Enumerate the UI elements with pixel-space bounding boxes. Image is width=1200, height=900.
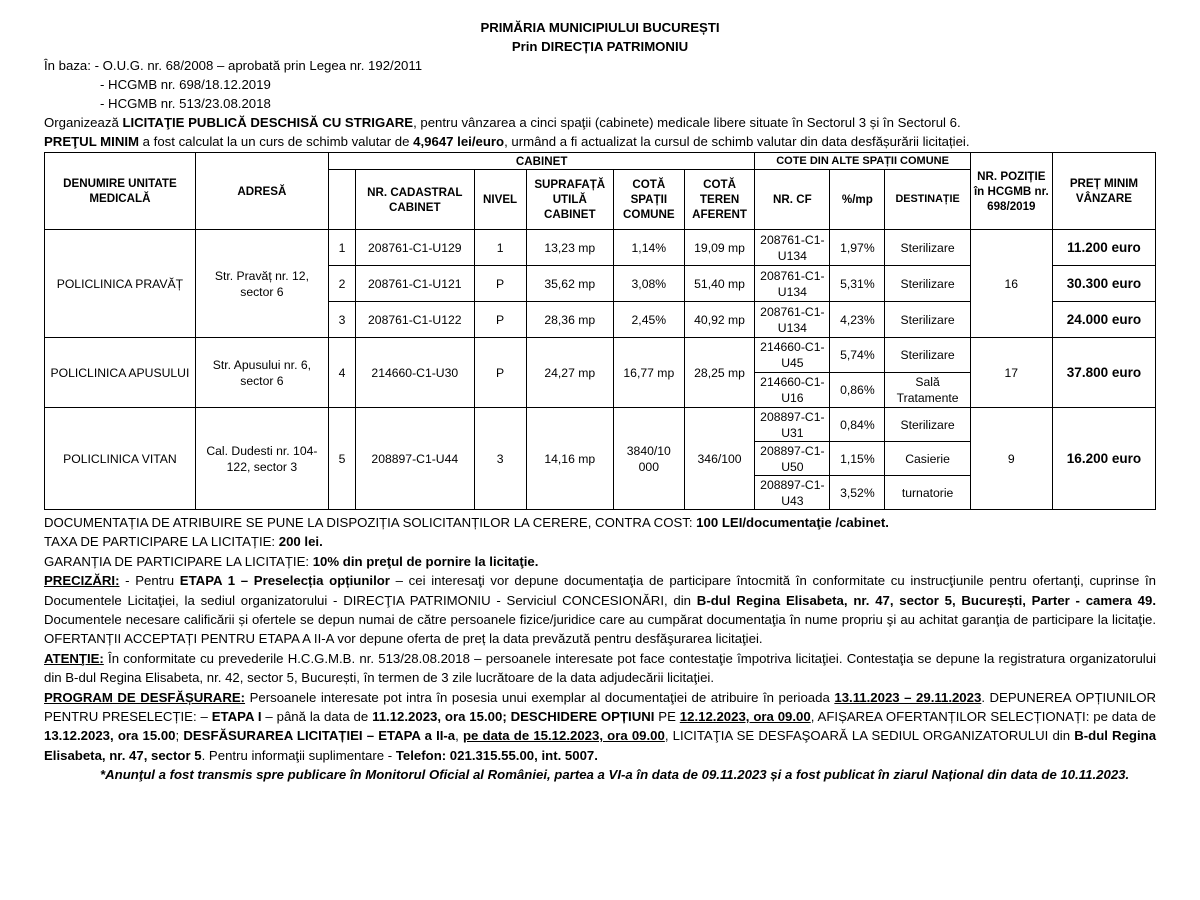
percent: 0,86% <box>830 373 885 408</box>
level: P <box>474 302 526 338</box>
position: 9 <box>970 408 1052 510</box>
prog-10: 13.12.2023, ora 15.00 <box>44 728 176 744</box>
area: 28,36 mp <box>526 302 613 338</box>
level: 3 <box>474 408 526 510</box>
unit-name: POLICLINICA VITAN <box>45 408 196 510</box>
area: 35,62 mp <box>526 266 613 302</box>
tax-pre: TAXA DE PARTICIPARE LA LICITAȚIE: <box>44 534 279 550</box>
percent: 3,52% <box>830 476 885 510</box>
area: 24,27 mp <box>526 338 613 408</box>
prog-13: , <box>455 728 463 744</box>
prog-17: . Pentru informaţii suplimentare - <box>201 747 396 763</box>
prog-4: ETAPA I <box>211 709 262 725</box>
prec-5: Documentele necesare calificării și ofertele se depun numai de către persoanele fizice/juridice care au cumpărat documentaţia în nume propriu şi au achitat garanţia de participare la licitaţie. OFERTANȚII ACCEPTAȚI PENTRU ETAPA A II-A vor depune oferta de preț la data prevăzută pentru desfăşurarea licitaţiei. <box>44 612 1156 647</box>
land-share: 19,09 mp <box>684 230 755 266</box>
percent: 1,97% <box>830 230 885 266</box>
destination: Sterilizare <box>885 230 970 266</box>
footer-text <box>44 513 1156 785</box>
unit-address: Str. Apusului nr. 6, sector 6 <box>195 338 328 408</box>
prog-1: Persoanele interesate pot intra în posesia unui exemplar al documentaţiei de atribuire în perioada <box>245 689 835 705</box>
doc-bold: 100 LEI/documentaţie /cabinet. <box>696 515 889 530</box>
cf: 208761-C1-U134 <box>755 230 830 266</box>
row-no: 4 <box>328 338 355 408</box>
prog-3: . DEPUNEREA OPȚIUNILOR PENTRU PRESELECȚIE: – <box>44 689 1157 725</box>
price-mid: a fost calculat la un curs de schimb valutar de <box>139 134 414 149</box>
price: 37.800 euro <box>1052 338 1155 408</box>
cf: 208897-C1-U50 <box>755 442 830 476</box>
price-bold1: PREŢUL MINIM <box>44 134 139 149</box>
documentation-line <box>44 513 1156 532</box>
precizari-paragraph <box>44 571 1156 649</box>
prog-7: PE <box>654 709 680 725</box>
org-bold: LICITAŢIE PUBLICĂ DESCHISĂ CU STRIGARE <box>122 115 414 130</box>
position: 17 <box>970 338 1052 408</box>
row-no: 1 <box>328 230 355 266</box>
area: 13,23 mp <box>526 230 613 266</box>
price-bold2: 4,9647 lei/euro <box>413 134 505 149</box>
destination: Sterilizare <box>885 266 970 302</box>
price: 16.200 euro <box>1052 408 1155 510</box>
price-line <box>44 132 1156 151</box>
row-no: 3 <box>328 302 355 338</box>
prog-15: , LICITAŢIA SE DESFAŞOARĂ LA SEDIUL ORGANIZATORULUI din <box>664 728 1075 744</box>
guar-pre: GARANȚIA DE PARTICIPARE LA LICITAȚIE: <box>44 553 313 569</box>
header-position: NR. POZIȚIE în HCGMB nr. 698/2019 <box>970 153 1052 230</box>
header-percent: %/mp <box>830 170 885 230</box>
unit-name: POLICLINICA PRAVĂȚ <box>45 230 196 338</box>
header-level: NIVEL <box>474 170 526 230</box>
cf: 208897-C1-U43 <box>755 476 830 510</box>
header-cadastral: NR. CADASTRAL CABINET <box>356 170 475 230</box>
prec-3: – cei interesaţi vor depune documentaţia de participare întocmită în conformitate cu instrucţiunile pentru ofertanţi, cuprinse în Documentele Licitaţiei, la sediul organizatorului - DIRECŢIA PATRIMONIU - Serviciul CONCESIONĂRI, din <box>44 573 1156 608</box>
land-share: 51,40 mp <box>684 266 755 302</box>
position: 16 <box>970 230 1052 338</box>
organizes-line <box>44 113 1156 132</box>
doc-pre: DOCUMENTAȚIA DE ATRIBUIRE SE PUNE LA DISPOZIȚIA SOLICITANȚILOR LA CERERE, CONTRA COST: <box>44 515 697 530</box>
row-no: 5 <box>328 408 355 510</box>
att-text: În conformitate cu prevederile H.C.G.M.B. nr. 513/28.08.2018 – persoanele interesate pot face contestaţie împotriva licitaţiei. Contestaţia se depune la registratura organizatorului din B-dul Regina Elisabeta, nr. 42, sector 5, București, în termen de 3 zile lucrătoare de la data adjudecării licitaţiei. <box>44 650 1156 686</box>
guarantee-line <box>44 552 1156 571</box>
header-unit: DENUMIRE UNITATE MEDICALĂ <box>45 153 196 230</box>
tax-line <box>44 532 1156 551</box>
title-line-2: Prin DIRECȚIA PATRIMONIU <box>511 39 689 54</box>
price-post: , urmând a fi actualizat la cursul de schimb valutar din data desfășurării licitației. <box>504 134 970 149</box>
program-paragraph <box>44 688 1156 766</box>
table-row <box>45 230 1156 266</box>
prec-1: - Pentru <box>119 573 180 589</box>
title-line-1: PRIMĂRIA MUNICIPIULUI BUCUREȘTI <box>480 20 720 35</box>
cadastral: 208897-C1-U44 <box>356 408 475 510</box>
common-share: 2,45% <box>613 302 684 338</box>
common-share: 16,77 mp <box>613 338 684 408</box>
cabinets-table <box>44 152 1156 510</box>
prec-label: PRECIZĂRI: <box>44 573 120 589</box>
common-share: 3,08% <box>613 266 684 302</box>
tax-bold: 200 lei. <box>278 534 323 550</box>
org-post: , pentru vânzarea a cinci spaţii (cabinete) medicale libere situate în Sectorul 3 și în Sectorul 6. <box>413 115 961 130</box>
cadastral: 214660-C1-U30 <box>356 338 475 408</box>
land-share: 40,92 mp <box>684 302 755 338</box>
prog-5: – până la data de <box>261 709 373 725</box>
prog-6: 11.12.2023, ora 15.00; DESCHIDERE OPȚIUNI <box>372 709 655 725</box>
price: 30.300 euro <box>1052 266 1155 302</box>
prog-8: 12.12.2023, ora 09.00 <box>679 709 811 725</box>
prog-12: DESFĂSURAREA LICITAȚIEI – ETAPA a II-a <box>183 728 456 744</box>
percent: 5,31% <box>830 266 885 302</box>
destination: Casierie <box>885 442 970 476</box>
header-area: SUPRAFAȚĂ UTILĂ CABINET <box>526 170 613 230</box>
unit-address: Str. Pravăț nr. 12, sector 6 <box>195 230 328 338</box>
level: P <box>474 266 526 302</box>
cf: 208761-C1-U134 <box>755 266 830 302</box>
cf: 214660-C1-U45 <box>755 338 830 373</box>
level: 1 <box>474 230 526 266</box>
land-share: 28,25 mp <box>684 338 755 408</box>
org-pre: Organizează <box>44 115 123 130</box>
cadastral: 208761-C1-U129 <box>356 230 475 266</box>
percent: 1,15% <box>830 442 885 476</box>
prog-18: Telefon: 021.315.55.00, int. 5007. <box>395 747 598 763</box>
price: 24.000 euro <box>1052 302 1155 338</box>
prog-2: 13.11.2023 – 29.11.2023 <box>834 689 982 705</box>
prog-14: pe data de 15.12.2023, ora 09.00 <box>462 728 665 744</box>
price: 11.200 euro <box>1052 230 1155 266</box>
common-share: 1,14% <box>613 230 684 266</box>
header-cabinet-group: CABINET <box>328 153 754 170</box>
legal-basis-2: - HCGMB nr. 698/18.12.2019 <box>100 77 271 92</box>
land-share: 346/100 <box>684 408 755 510</box>
table-row <box>45 338 1156 373</box>
prog-label: PROGRAM DE DESFĂȘURARE: <box>44 689 246 705</box>
percent: 0,84% <box>830 408 885 442</box>
header-address: ADRESĂ <box>195 153 328 230</box>
destination: Sală Tratamente <box>885 373 970 408</box>
header-no <box>328 170 355 230</box>
header-cf: NR. CF <box>755 170 830 230</box>
unit-name: POLICLINICA APUSULUI <box>45 338 196 408</box>
percent: 4,23% <box>830 302 885 338</box>
header-common-share: COTĂ SPAȚII COMUNE <box>613 170 684 230</box>
prog-11: ; <box>175 728 184 744</box>
cadastral: 208761-C1-U121 <box>356 266 475 302</box>
percent: 5,74% <box>830 338 885 373</box>
destination: Sterilizare <box>885 408 970 442</box>
unit-address: Cal. Dudesti nr. 104-122, sector 3 <box>195 408 328 510</box>
destination: Sterilizare <box>885 338 970 373</box>
legal-basis-1: În baza: - O.U.G. nr. 68/2008 – aprobată prin Legea nr. 192/2011 <box>44 58 423 73</box>
prog-9: , AFIȘAREA OFERTANȚILOR SELECȚIONAȚI: pe data de <box>810 709 1156 725</box>
area: 14,16 mp <box>526 408 613 510</box>
cf: 214660-C1-U16 <box>755 373 830 408</box>
cf: 208897-C1-U31 <box>755 408 830 442</box>
header-land-share: COTĂ TEREN AFERENT <box>684 170 755 230</box>
att-label: ATENŢIE: <box>44 650 104 666</box>
level: P <box>474 338 526 408</box>
header-price: PREȚ MINIM VÂNZARE <box>1052 153 1155 230</box>
publication-note: *Anunţul a fost transmis spre publicare în Monitorul Oficial al României, partea a VI-a în data de 09.11.2023 și a fost publicat în ziarul Național din data de 10.11.2023. <box>100 767 1130 783</box>
guar-bold: 10% din preţul de pornire la licitaţie. <box>312 553 539 569</box>
header-other-group: COTE DIN ALTE SPAȚII COMUNE <box>755 153 970 170</box>
header-destination: DESTINAȚIE <box>885 170 970 230</box>
destination: turnatorie <box>885 476 970 510</box>
cf: 208761-C1-U134 <box>755 302 830 338</box>
row-no: 2 <box>328 266 355 302</box>
table-row <box>45 408 1156 442</box>
destination: Sterilizare <box>885 302 970 338</box>
common-share: 3840/10 000 <box>613 408 684 510</box>
prec-4: B-dul Regina Elisabeta, nr. 47, sector 5, București, Parter - camera 49. <box>696 592 1156 608</box>
legal-basis-3: - HCGMB nr. 513/23.08.2018 <box>100 96 271 111</box>
prog-16: B-dul Regina Elisabeta, nr. 47, sector 5 <box>44 728 1157 763</box>
atentie-paragraph <box>44 649 1156 688</box>
prec-2: ETAPA 1 – Preselecția opțiunilor <box>179 573 390 589</box>
cadastral: 208761-C1-U122 <box>356 302 475 338</box>
